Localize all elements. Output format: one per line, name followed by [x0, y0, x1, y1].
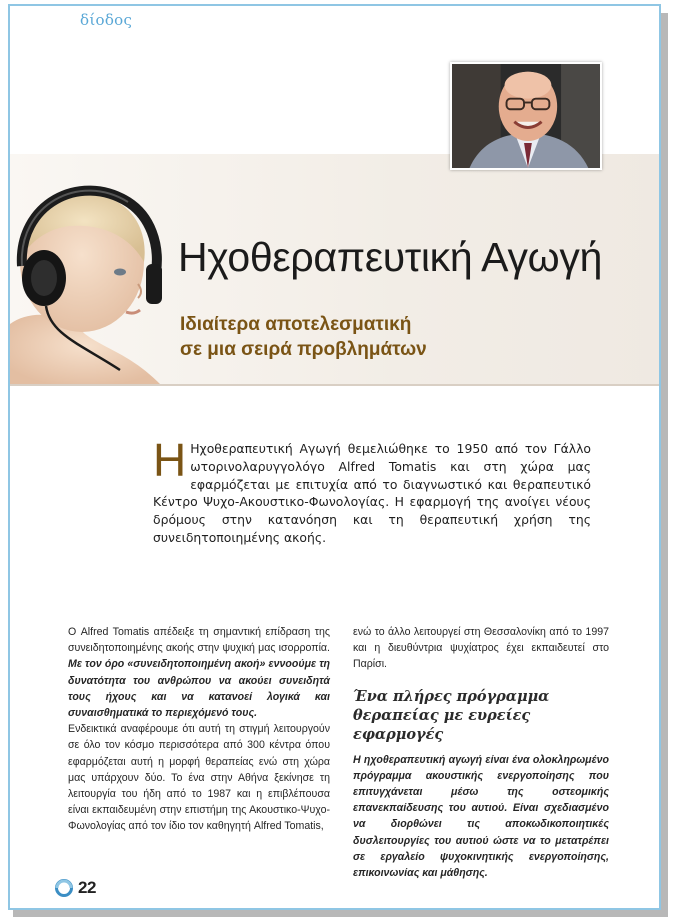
left-column — [68, 624, 330, 835]
article-subtitle — [180, 312, 427, 362]
section-heading: Ένα πλήρες πρόγραμμα θεραπείας με ευρείες εφαρμογές — [353, 687, 550, 743]
left-paragraph-2: Ενδεικτικά αναφέρουμε ότι αυτή τη στιγμή λειτουργούν σε όλο τον κόσμο περισσότερα από 300 κέντρα όπου εφαρμόζεται αυτή η μορφή θεραπείας ενώ στη χώρα μας υπάρχουν δύο. Το ένα στην Αθήνα ξεκίνησε τη λειτουργία του ήδη από το 1987 και η επιβλέπουσα είναι εκπαιδευμένη στην επιστήμη της Ακουστικο-Ψυχο-Φωνολογίας από τον ίδιο τον καθηγητή Alfred Tomatis, — [68, 723, 330, 833]
alfred-tomatis-portrait — [450, 62, 602, 170]
left-p1-emphasis: Με τον όρο «συνειδητοποιημένη ακοή» εννοούμε τη δυνατότητα του ανθρώπου να ακούει συνειδητά τους ήχους και να κατανοεί λογικά και συναισθηματικά το περιεχόμενό τους. — [68, 658, 330, 720]
intro-text: Ηχοθεραπευτική Αγωγή θεμελιώθηκε το 1950 από τον Γάλλο ωτορινολαρυγγολόγο Alfred Tomatis και στη χώρα μας εφαρμόζεται με επιτυχία από το διαγνωστικό και θεραπευτικό Κέντρο Ψυχο-Ακουστικο-Φωνολογίας. Η εφαρμογή της ανοίγει νέους δρόμους στην κατανόηση και τη θεραπευτική χρήση της συνειδητοποιημένης ακοής. — [153, 441, 591, 545]
subtitle-line-2: σε μια σειρά προβλημάτων — [180, 339, 427, 360]
subtitle-line-1: Ιδιαίτερα αποτελεσματική — [180, 314, 412, 335]
page-number: 22 — [78, 878, 96, 897]
masthead-logo: δίοδος — [80, 11, 133, 29]
right-column — [353, 624, 609, 881]
child-with-headphones-photo — [10, 174, 168, 384]
left-paragraph-1 — [68, 624, 330, 721]
right-paragraph-2: Η ηχοθεραπευτική αγωγή είναι ένα ολοκληρωμένο πρόγραμμα ακουστικής ενεργοποίησης που επιτυγχάνεται μέσω της οστεομικής επανεκπαίδευσης του αυτιού. Είναι σχεδιασμένο να διορθώνει τις αποκωδικοποιητικές δυσλειτουργίες του αυτιού ώστε να το μετατρέπει σε εργαλείο ψυχοκινητικής ενεργοποίησης, επικοινωνίας και μάθησης. — [353, 753, 609, 880]
magazine-page — [8, 4, 661, 910]
article-title: Ηχοθεραπευτική Αγωγή — [178, 234, 603, 280]
drop-cap: Η — [153, 434, 187, 486]
intro-paragraph — [153, 434, 591, 547]
hero-divider — [10, 384, 661, 386]
ring-logo-icon — [54, 878, 74, 898]
left-p1-text: Ο Alfred Tomatis απέδειξε τη σημαντική επίδραση της συνειδητοποιημένης ακοής στην ψυχική μας ισορροπία. — [68, 626, 330, 655]
page-folio — [54, 878, 96, 898]
right-paragraph-1: ενώ το άλλο λειτουργεί στη Θεσσαλονίκη από το 1997 και η διευθύντρια ψυχίατρος έχει εκπαιδευτεί στο Παρίσι. — [353, 626, 609, 671]
